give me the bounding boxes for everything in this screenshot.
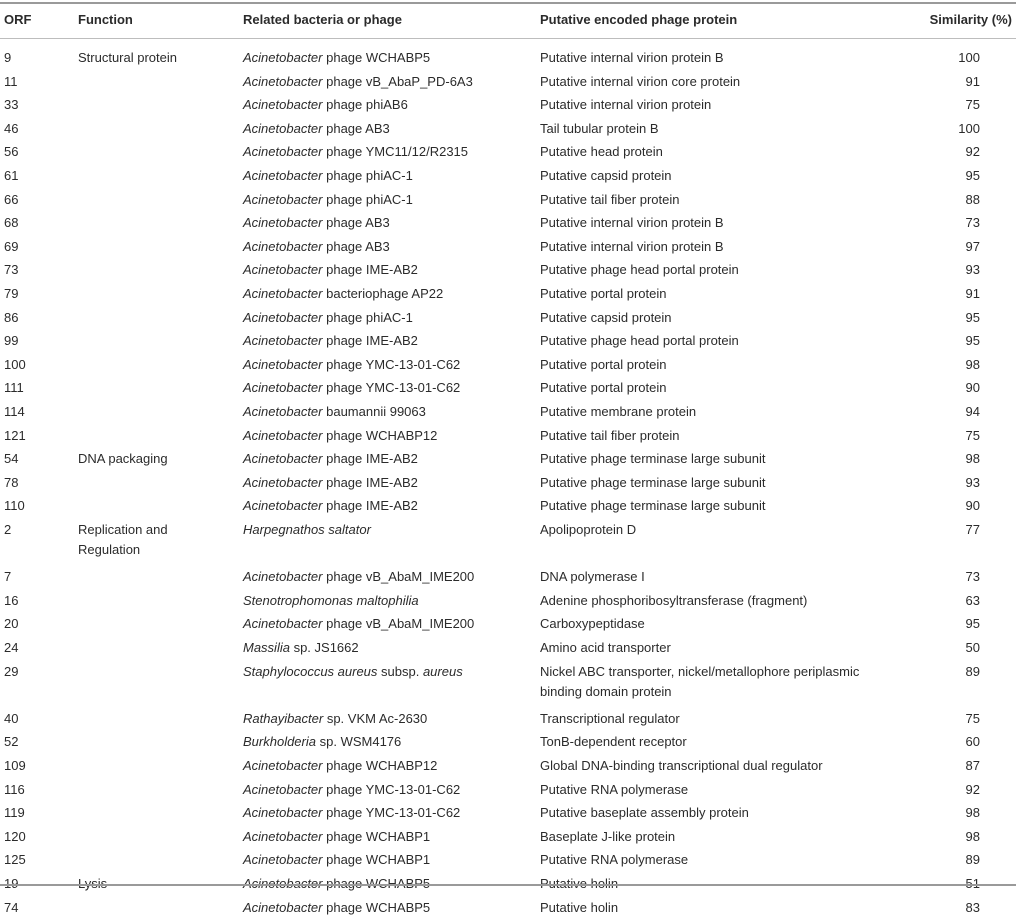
organism-italic: Acinetobacter <box>243 73 323 89</box>
similarity-cell: 73 <box>965 215 980 231</box>
bacteria-cell <box>243 709 533 729</box>
orf-cell: 52 <box>4 734 19 750</box>
bacteria-cell <box>243 567 533 587</box>
organism-rest: phage vB_AbaM_IME200 <box>322 616 475 632</box>
protein-cell: Putative internal virion protein B <box>540 238 724 254</box>
organism-italic: Acinetobacter <box>243 356 323 372</box>
bacteria-cell <box>243 732 533 752</box>
similarity-cell: 95 <box>965 333 980 349</box>
similarity-cell: 73 <box>965 569 980 585</box>
bacteria-cell <box>243 48 533 68</box>
organism-italic: Acinetobacter <box>243 828 323 844</box>
organism-rest: phage WCHABP5 <box>322 50 431 65</box>
organism-italic: Acinetobacter <box>243 758 323 773</box>
orf-cell: 125 <box>4 852 26 868</box>
bacteria-cell <box>243 496 533 516</box>
organism-rest: phage YMC-13-01-C62 <box>322 380 461 396</box>
orf-cell: 68 <box>4 215 19 231</box>
protein-cell: Putative capsid protein <box>540 168 672 183</box>
protein-cell: Putative internal virion protein B <box>540 215 724 231</box>
orf-cell: 33 <box>4 97 19 113</box>
similarity-cell: 87 <box>965 758 980 773</box>
organism-rest: sp. JS1662 <box>289 640 359 655</box>
orf-cell: 24 <box>4 640 19 655</box>
organism-italic: Acinetobacter <box>243 451 323 467</box>
organism-rest: phage IME-AB2 <box>322 333 418 349</box>
function-cell: DNA packaging <box>78 451 168 467</box>
orf-cell: 66 <box>4 191 19 207</box>
orf-cell: 110 <box>4 498 25 514</box>
organism-italic: Acinetobacter <box>243 50 323 65</box>
bacteria-cell <box>243 355 533 375</box>
bacteria-cell <box>243 237 533 257</box>
orf-cell: 111 <box>4 380 24 396</box>
orf-cell: 54 <box>4 451 19 467</box>
organism-rest: phage WCHABP5 <box>322 899 431 915</box>
protein-cell: Transcriptional regulator <box>540 710 680 726</box>
organism-italic: Harpegnathos saltator <box>243 522 371 537</box>
bacteria-cell <box>243 591 533 611</box>
organism-italic: Acinetobacter <box>243 474 323 490</box>
organism-italic: Acinetobacter <box>243 215 323 231</box>
bacteria-cell <box>243 803 533 823</box>
organism-rest: phage YMC-13-01-C62 <box>322 781 461 797</box>
header-orf: ORF <box>4 12 32 27</box>
similarity-cell: 90 <box>965 380 980 396</box>
similarity-cell: 93 <box>965 474 980 490</box>
organism-italic: Acinetobacter <box>243 120 323 136</box>
similarity-cell: 63 <box>965 592 980 608</box>
similarity-cell: 90 <box>965 498 980 514</box>
bacteria-cell <box>243 284 533 304</box>
organism-italic-subspecies: aureus <box>422 663 463 679</box>
organism-rest: phage YMC11/12/R2315 <box>322 144 469 160</box>
organism-rest: phage phiAC-1 <box>322 309 413 325</box>
protein-cell: Putative RNA polymerase <box>540 852 689 868</box>
orf-cell: 29 <box>4 663 19 679</box>
organism-rest: bacteriophage AP22 <box>322 286 444 301</box>
similarity-cell: 89 <box>965 663 980 679</box>
protein-cell: Putative holin <box>540 899 619 915</box>
organism-rest: phage IME-AB2 <box>322 474 418 490</box>
organism-italic: Burkholderia <box>243 734 316 750</box>
similarity-cell: 95 <box>965 616 980 632</box>
header-function: Function <box>78 12 133 27</box>
organism-italic: Acinetobacter <box>243 616 323 632</box>
orf-cell: 9 <box>4 50 12 65</box>
similarity-cell: 95 <box>965 168 980 183</box>
similarity-cell: 95 <box>965 309 980 325</box>
organism-italic: Rathayibacter <box>243 710 324 726</box>
similarity-cell: 88 <box>965 191 980 207</box>
similarity-cell: 98 <box>965 451 980 467</box>
organism-rest: phage AB3 <box>322 238 390 254</box>
orf-cell: 16 <box>4 592 19 608</box>
organism-italic: Acinetobacter <box>243 309 323 325</box>
orf-cell: 78 <box>4 474 19 490</box>
orf-cell: 19 <box>4 876 19 891</box>
protein-cell: Putative capsid protein <box>540 309 672 325</box>
similarity-cell: 75 <box>965 427 980 443</box>
protein-cell: Global DNA-binding transcriptional dual regulator <box>540 758 823 773</box>
function-cell: Structural protein <box>78 50 177 65</box>
organism-italic: Acinetobacter <box>243 97 323 113</box>
organism-rest: baumannii 99063 <box>322 404 426 419</box>
bacteria-cell <box>243 95 533 115</box>
orf-cell: 119 <box>4 805 25 821</box>
orf-cell: 7 <box>4 569 12 585</box>
organism-rest: phage IME-AB2 <box>322 451 418 467</box>
similarity-cell: 91 <box>965 73 980 89</box>
protein-cell: Putative portal protein <box>540 286 667 301</box>
protein-cell: Apolipoprotein D <box>540 522 637 537</box>
similarity-cell: 75 <box>965 97 980 113</box>
orf-cell: 79 <box>4 286 19 301</box>
organism-rest: phage vB_AbaM_IME200 <box>322 569 475 585</box>
organism-rest: phage YMC-13-01-C62 <box>322 356 461 372</box>
protein-cell: Putative internal virion protein B <box>540 50 724 65</box>
protein-cell: Putative phage head portal protein <box>540 262 739 278</box>
table-header-rule <box>0 38 1016 39</box>
bacteria-cell <box>243 827 533 847</box>
protein-cell: Amino acid transporter <box>540 640 671 655</box>
orf-cell: 121 <box>4 427 26 443</box>
protein-cell: Putative membrane protein <box>540 404 697 419</box>
protein-cell: Putative head protein <box>540 144 663 160</box>
orf-cell: 20 <box>4 616 19 632</box>
orf-cell: 86 <box>4 309 19 325</box>
organism-italic: Acinetobacter <box>243 380 323 396</box>
organism-italic: Acinetobacter <box>243 427 323 443</box>
orf-cell: 114 <box>4 404 25 419</box>
function-cell: Replication and Regulation <box>78 522 168 557</box>
organism-italic: Staphylococcus aureus <box>243 663 378 679</box>
similarity-cell: 83 <box>965 899 980 915</box>
similarity-cell: 98 <box>965 828 980 844</box>
similarity-cell: 100 <box>958 50 980 65</box>
protein-cell: Putative internal virion protein <box>540 97 712 113</box>
orf-cell: 61 <box>4 168 19 183</box>
organism-italic: Acinetobacter <box>243 286 323 301</box>
similarity-cell: 92 <box>965 781 980 797</box>
table-bottom-rule <box>0 884 1016 886</box>
protein-cell: DNA polymerase I <box>540 569 645 585</box>
organism-italic: Acinetobacter <box>243 238 323 254</box>
protein-cell: Nickel ABC transporter, nickel/metallophore periplasmic binding domain protein <box>540 663 860 699</box>
protein-cell: Putative portal protein <box>540 356 667 372</box>
similarity-cell: 51 <box>965 876 980 891</box>
protein-cell: Putative internal virion core protein <box>540 73 741 89</box>
bacteria-cell <box>243 378 533 398</box>
organism-italic: Acinetobacter <box>243 569 323 585</box>
orf-cell: 56 <box>4 144 19 160</box>
bacteria-cell <box>243 780 533 800</box>
organism-rest: phage WCHABP1 <box>322 852 431 868</box>
organism-rest: phage phiAB6 <box>322 97 408 113</box>
similarity-cell: 98 <box>965 356 980 372</box>
protein-cell: Putative phage terminase large subunit <box>540 451 766 467</box>
orf-cell: 69 <box>4 238 19 254</box>
bacteria-cell <box>243 119 533 139</box>
orf-cell: 116 <box>4 781 25 797</box>
protein-cell: Putative phage head portal protein <box>540 333 739 349</box>
similarity-cell: 91 <box>965 286 980 301</box>
organism-rest: phage WCHABP12 <box>322 427 438 443</box>
organism-italic: Acinetobacter <box>243 404 323 419</box>
bacteria-cell <box>243 662 533 682</box>
organism-italic: Acinetobacter <box>243 498 323 514</box>
orf-cell: 2 <box>4 522 12 537</box>
bacteria-cell <box>243 402 533 422</box>
organism-italic: Acinetobacter <box>243 262 323 278</box>
organism-rest: phage IME-AB2 <box>322 498 418 514</box>
orf-cell: 40 <box>4 710 19 726</box>
bacteria-cell <box>243 260 533 280</box>
similarity-cell: 94 <box>965 404 980 419</box>
orf-cell: 109 <box>4 758 26 773</box>
similarity-cell: 100 <box>958 120 980 136</box>
table-top-rule <box>0 2 1016 4</box>
header-bacteria: Related bacteria or phage <box>243 12 402 27</box>
organism-italic: Acinetobacter <box>243 805 323 821</box>
organism-rest: phage phiAC-1 <box>322 168 413 183</box>
organism-rest: phage phiAC-1 <box>322 191 413 207</box>
similarity-cell: 93 <box>965 262 980 278</box>
protein-cell: Carboxypeptidase <box>540 616 645 632</box>
bacteria-cell <box>243 756 533 776</box>
bacteria-cell <box>243 850 533 870</box>
bacteria-cell <box>243 449 533 469</box>
orf-cell: 73 <box>4 262 19 278</box>
organism-italic: Acinetobacter <box>243 144 323 160</box>
organism-rest: phage vB_AbaP_PD-6A3 <box>322 73 473 89</box>
bacteria-cell <box>243 72 533 92</box>
orf-cell: 99 <box>4 333 19 349</box>
bacteria-cell <box>243 898 533 918</box>
bacteria-cell <box>243 308 533 328</box>
organism-rest: sp. WSM4176 <box>316 734 402 750</box>
similarity-cell: 60 <box>965 734 980 750</box>
organism-rest: phage WCHABP12 <box>322 758 438 773</box>
header-similarity: Similarity (%) <box>929 12 1012 27</box>
bacteria-cell <box>243 166 533 186</box>
organism-rest: phage WCHABP5 <box>322 876 431 891</box>
organism-rest: phage AB3 <box>322 120 390 136</box>
organism-rest: phage AB3 <box>322 215 390 231</box>
protein-cell: Putative portal protein <box>540 380 667 396</box>
function-cell: Lysis <box>78 876 108 891</box>
protein-cell: Baseplate J-like protein <box>540 828 676 844</box>
header-protein: Putative encoded phage protein <box>540 12 738 27</box>
organism-italic: Acinetobacter <box>243 899 323 915</box>
organism-italic: Massilia <box>243 640 290 655</box>
organism-italic: Acinetobacter <box>243 168 323 183</box>
bacteria-cell <box>243 142 533 162</box>
orf-cell: 120 <box>4 828 26 844</box>
bacteria-cell <box>243 520 533 540</box>
bacteria-cell <box>243 213 533 233</box>
bacteria-cell <box>243 190 533 210</box>
similarity-cell: 97 <box>965 238 980 254</box>
similarity-cell: 98 <box>965 805 980 821</box>
protein-cell: Tail tubular protein B <box>540 120 659 136</box>
protein-cell: Putative baseplate assembly protein <box>540 805 749 821</box>
organism-rest: sp. VKM Ac-2630 <box>323 710 428 726</box>
bacteria-cell <box>243 331 533 351</box>
bacteria-cell <box>243 638 533 658</box>
protein-cell: Putative tail fiber protein <box>540 427 680 443</box>
organism-italic: Acinetobacter <box>243 876 323 891</box>
similarity-cell: 50 <box>965 640 980 655</box>
orf-cell: 11 <box>4 73 18 89</box>
similarity-cell: 77 <box>965 522 980 537</box>
organism-italic: Acinetobacter <box>243 781 323 797</box>
similarity-cell: 75 <box>965 710 980 726</box>
protein-cell: Adenine phosphoribosyltransferase (fragment) <box>540 592 808 608</box>
protein-cell: Putative phage terminase large subunit <box>540 474 766 490</box>
bacteria-cell <box>243 426 533 446</box>
orf-cell: 46 <box>4 120 19 136</box>
bacteria-cell <box>243 614 533 634</box>
organism-rest: phage YMC-13-01-C62 <box>322 805 461 821</box>
organism-rest: subsp. <box>377 663 423 679</box>
organism-rest: phage WCHABP1 <box>322 828 431 844</box>
organism-italic: Acinetobacter <box>243 852 323 868</box>
protein-cell: Putative holin <box>540 876 619 891</box>
protein-cell: Putative phage terminase large subunit <box>540 498 766 514</box>
bacteria-cell <box>243 473 533 493</box>
protein-cell: Putative tail fiber protein <box>540 191 680 207</box>
orf-cell: 100 <box>4 356 26 372</box>
protein-cell: TonB-dependent receptor <box>540 734 687 750</box>
organism-rest: phage IME-AB2 <box>322 262 418 278</box>
similarity-cell: 89 <box>965 852 980 868</box>
protein-cell: Putative RNA polymerase <box>540 781 689 797</box>
organism-italic: Acinetobacter <box>243 191 323 207</box>
similarity-cell: 92 <box>965 144 980 160</box>
organism-italic: Stenotrophomonas maltophilia <box>243 592 419 608</box>
organism-italic: Acinetobacter <box>243 333 323 349</box>
orf-cell: 74 <box>4 899 19 915</box>
